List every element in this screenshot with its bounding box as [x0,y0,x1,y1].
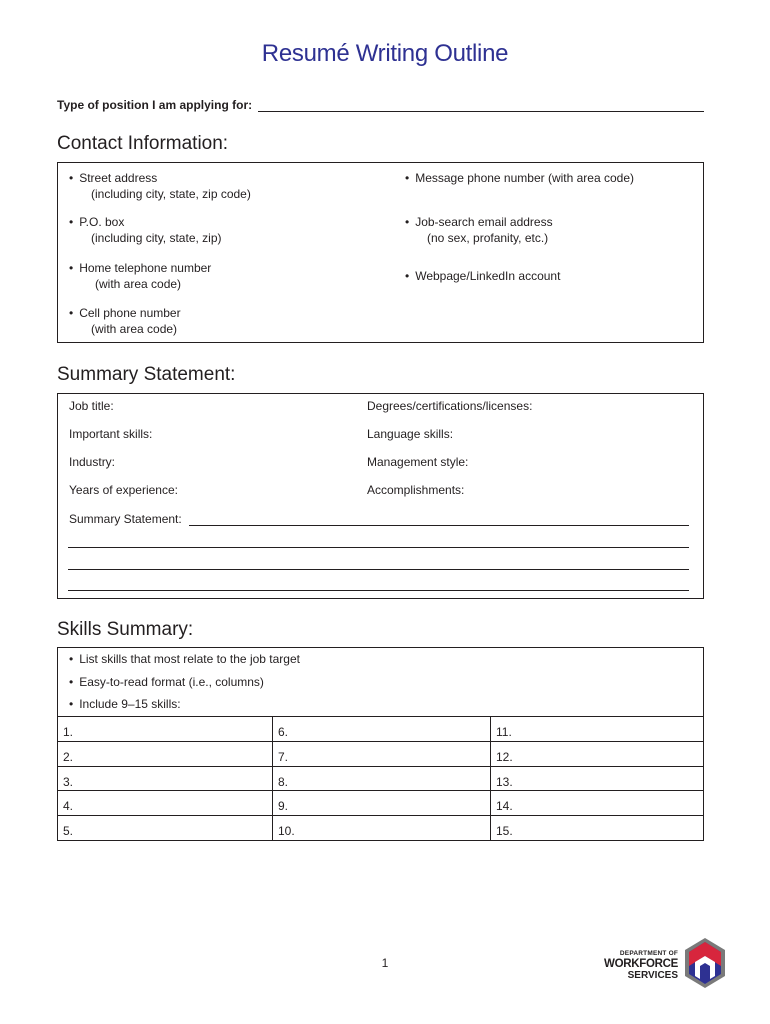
bullet-icon: • [69,306,74,320]
bullet-icon: • [69,652,74,666]
skill-cell[interactable]: 13. [491,766,703,791]
contact-item-label: Home telephone number [79,261,212,275]
contact-item-label: P.O. box [79,215,125,229]
bullet-icon: • [69,261,74,275]
bullet-icon: • [69,215,74,229]
skill-cell[interactable]: 7. [273,741,491,766]
skill-cell[interactable]: 8. [273,766,491,791]
contact-item-sub: (with area code) [95,277,182,291]
summary-statement-label: Summary Statement: [69,512,182,526]
contact-item [69,170,251,202]
contact-item [69,214,222,246]
workforce-services-logo [586,936,731,996]
bullet-icon: • [405,171,410,185]
summary-statement-line[interactable] [68,569,689,570]
summary-field-degrees: Degrees/certifications/licenses: [367,399,533,413]
contact-item-label: Message phone number (with area code) [415,171,634,185]
bullet-icon: • [69,171,74,185]
page-title: Resumé Writing Outline [261,40,509,67]
skill-cell[interactable]: 9. [273,790,491,815]
skills-bullet-label: List skills that most relate to the job target [79,652,300,666]
contact-item-sub: (no sex, profanity, etc.) [427,231,549,245]
logo-line-2: WORKFORCE [604,958,678,970]
contact-heading: Contact Information: [57,133,229,154]
contact-box [57,162,704,343]
summary-field-management: Management style: [367,455,469,469]
skill-cell[interactable]: 2. [58,741,273,766]
summary-field-industry: Industry: [69,455,116,469]
contact-item [69,305,181,337]
logo-line-3: SERVICES [627,970,678,981]
bullet-icon: • [69,675,74,689]
skill-cell[interactable]: 4. [58,790,273,815]
skill-cell[interactable]: 15. [491,815,703,840]
summary-statement-line[interactable] [68,590,689,591]
skills-table [58,716,703,840]
summary-field-accomplishments: Accomplishments: [367,483,465,497]
skill-cell[interactable]: 14. [491,790,703,815]
summary-field-language: Language skills: [367,427,454,441]
position-field [57,98,704,112]
contact-item-label: Webpage/LinkedIn account [415,269,561,283]
position-label: Type of position I am applying for: [57,98,253,112]
skills-bullet [69,674,264,690]
bullet-icon: • [405,215,410,229]
skill-cell[interactable]: 11. [491,716,703,741]
skills-bullet-label: Easy-to-read format (i.e., columns) [79,675,264,689]
contact-item [405,170,634,186]
skill-cell[interactable]: 6. [273,716,491,741]
skill-cell[interactable]: 3. [58,766,273,791]
skill-cell[interactable]: 5. [58,815,273,840]
summary-field-important-skills: Important skills: [69,427,153,441]
skill-cell[interactable]: 10. [273,815,491,840]
contact-item [405,214,553,246]
skill-cell[interactable]: 12. [491,741,703,766]
skill-cell[interactable]: 1. [58,716,273,741]
contact-item-label: Job-search email address [415,215,553,229]
summary-statement-line[interactable] [68,547,689,548]
summary-statement-line[interactable] [189,525,689,526]
bullet-icon: • [405,269,410,283]
bullet-icon: • [69,697,74,711]
skills-bullet-label: Include 9–15 skills: [79,697,181,711]
contact-item-sub: (with area code) [91,322,178,336]
contact-item-sub: (including city, state, zip) [91,231,222,245]
hexagon-logo-icon [681,936,729,992]
summary-box [57,393,704,599]
summary-heading: Summary Statement: [57,364,236,385]
contact-item [405,268,560,284]
skills-bullet [69,696,181,712]
logo-line-1: DEPARTMENT OF [619,950,678,957]
summary-field-years: Years of experience: [69,483,178,497]
skills-heading: Skills Summary: [57,619,194,640]
summary-field-job-title: Job title: [69,399,114,413]
contact-item [69,260,211,292]
logo-text [586,948,678,981]
contact-item-label: Cell phone number [79,306,181,320]
page-number: 1 [381,956,389,970]
skills-box [57,647,704,841]
skills-bullet [69,651,300,667]
contact-item-sub: (including city, state, zip code) [91,187,251,201]
contact-item-label: Street address [79,171,158,185]
position-blank-line[interactable] [258,99,704,112]
